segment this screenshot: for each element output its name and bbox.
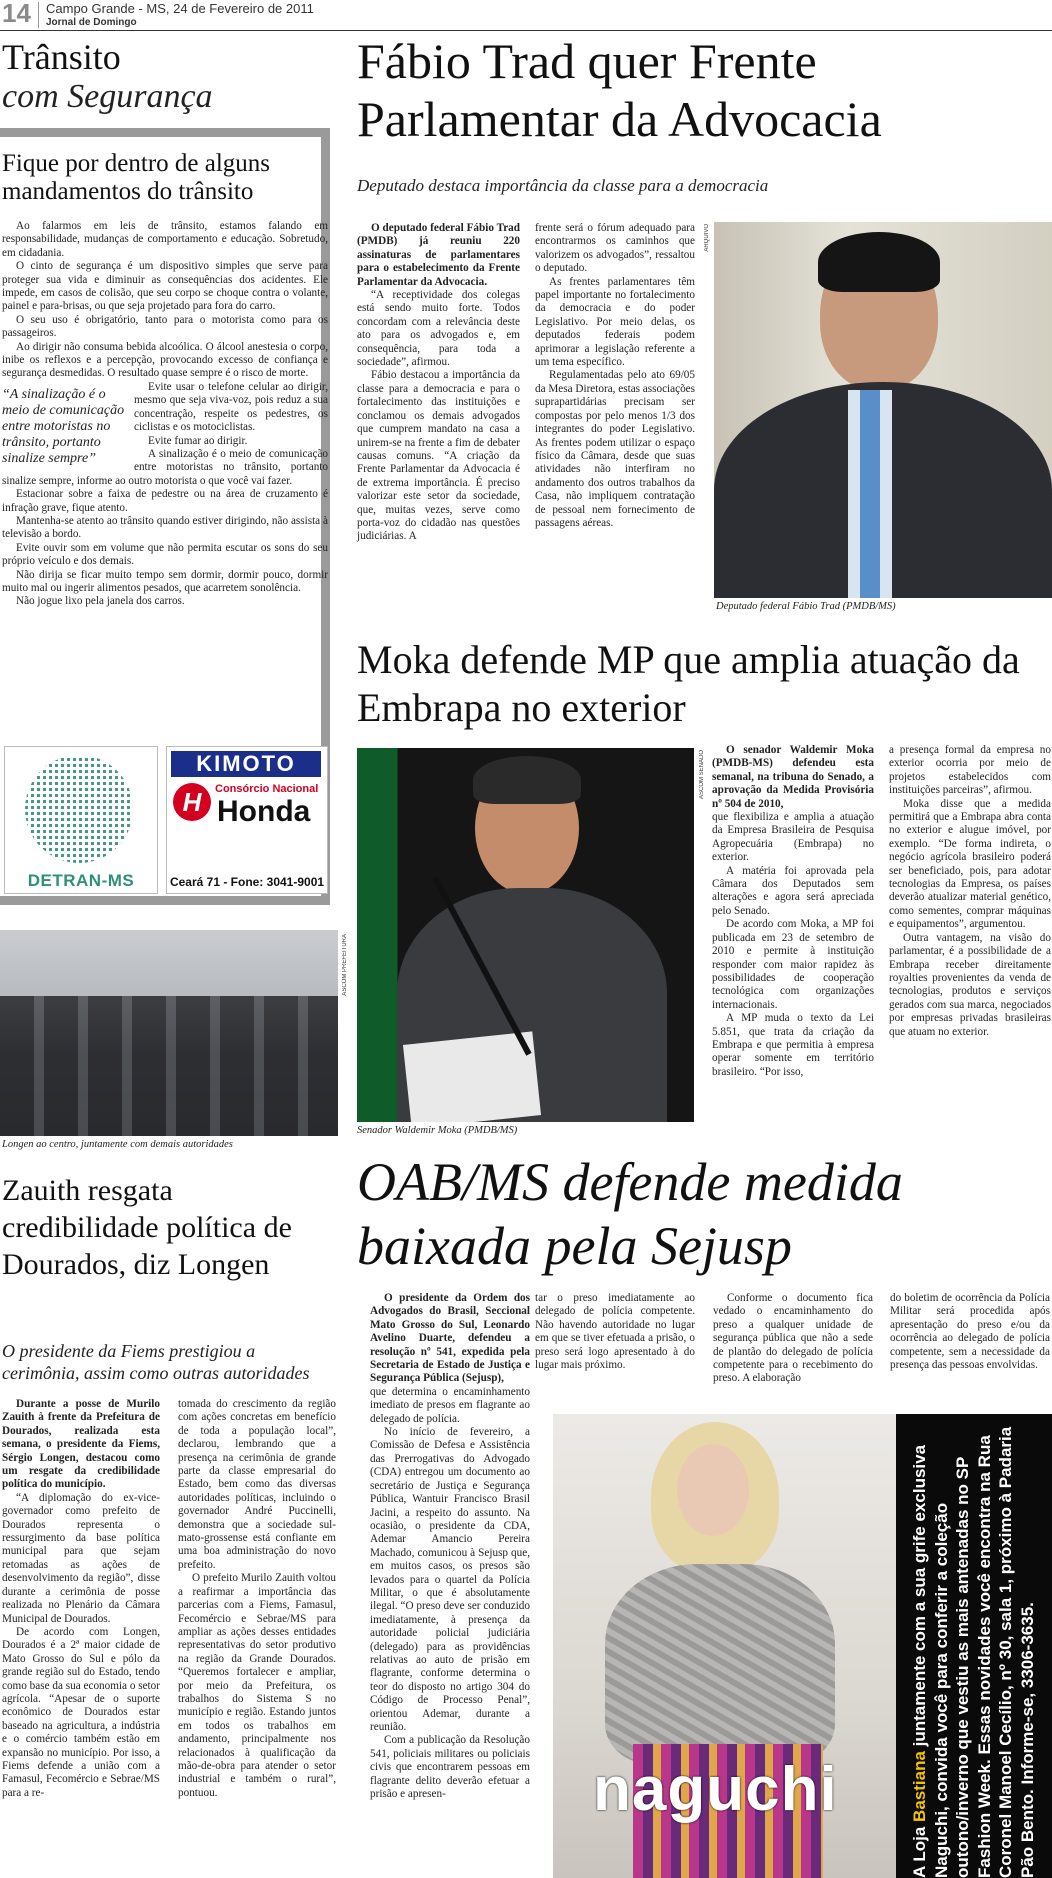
oab-paragraph: No início de fevereiro, a Comissão de Defesa e Assistência das Prerrogativas do Advogado (CDA) entregou um documento ao secretário de Justiça e Segurança Pública, Wantuir Francisco Brasil Jacini, a respeito do assunto. Na ocasião, o presidente da CDA, Ademar Amancio Pereira Machado, comunicou à Sejusp que, em muitos casos, os presos são levados para o quartel da Polícia Militar, o que é absolutamente ilegal. “O preso deve ser conduzido imediatamente, à presença da autoridade policial judiciária (delegado) para as providências relativas ao auto de prisão em flagrante, conforme determina o teor do disposto no artigo 304 do Código de Processo Penal”, orientou Ademar, durante a reunião.: [370, 1426, 530, 1733]
trad-shirt-tie: [848, 390, 892, 598]
zauith-deck: O presidente da Fiems prestigiou a cerimônia, assim como outras autoridades: [2, 1341, 310, 1383]
zauith-paragraph: “A diplomação do ex-vice-governador como prefeito de Dourados representa o ressurgimento da base política municipal para que sejam retomadas as ações de desenvolvimento da região”, disse durante a cerimônia de posse realizada no Plenário da Câmara Municipal de Dourados.: [2, 1491, 160, 1625]
moka-col-1: [712, 744, 874, 1079]
trad-paragraph: Fábio destacou a importância da classe para a democracia e para o fortalecimento das instituições e conclamou os demais advogados que cumprem mandato na casa a unirem-se na frente a fim de debater causas comuns. “A criação da Frente Parlamentar da Advocacia é de extrema importância. É preciso valorizar este setor da sociedade, que, muitas vezes, serve como porta-voz do cidadão nas questões judiciárias. A: [357, 369, 520, 543]
kimoto-address: Ceará 71 - Fone: 3041-9001: [169, 875, 325, 889]
oab-col-3: [713, 1292, 873, 1386]
model-sweater: [605, 1564, 835, 1764]
photo-people-silhouettes: [0, 996, 338, 1136]
trad-col-2: [535, 222, 695, 530]
sidebar-paragraph: Mantenha-se atento ao trânsito quando estiver dirigindo, não assista à televisão a bordo.: [2, 514, 328, 541]
zauith-paragraph: O prefeito Murilo Zauith voltou a reafirmar a importância das parcerias com a Fiems, Famasul, Fecomércio e Sebrae/MS para ampliar as ações desses entidades representativas do setor produtivo na região da Grande Dourados. “Queremos fortalecer e ampliar, por meio da Prefeitura, os trabalhos do Sistema S no município e região. Estando juntos em todos os trabalhos em andamento, principalmente nos relacionados à qualificação da mão-de-obra para atender o setor industrial e também o rural”, pontuou.: [178, 1572, 336, 1799]
section-subtitle-seguranca: com Segurança: [2, 78, 213, 115]
sidebar-paragraph: O seu uso é obrigatório, tanto para o motorista como para os passageiros.: [2, 313, 328, 340]
naguchi-ad[interactable]: [553, 1414, 1052, 1878]
moka-paragraph: A matéria foi aprovada pela Câmara dos Deputados sem alterações e agora será apreciada pelo Senado.: [712, 864, 874, 917]
sidebar-paragraph: Estacionar sobre a faixa de pedestre ou na área de cruzamento é infração grave, fique atento.: [2, 488, 328, 514]
trad-portrait-photo: [714, 222, 1052, 598]
moka-paragraph: a presença formal da empresa no exterior ocorria por meio de projetos estabelecidos com instituições parceiras”, afirmou.: [889, 744, 1051, 797]
oab-col-1: [370, 1292, 530, 1801]
kimoto-honda-name: Honda: [217, 795, 311, 828]
oab-paragraph: do boletim de ocorrência da Polícia Militar será procedida após apresentação do preso e/ou da ocorrência ao delegado de polícia competente, sem a necessidade da presença das pessoas envolvidas.: [890, 1292, 1050, 1372]
trad-headline: Fábio Trad quer Frente Parlamentar da Advocacia: [357, 33, 882, 147]
sidebar-paragraph: O cinto de segurança é um dispositivo simples que serve para proteger sua vida e diminuir as consequências dos acidentes. Ele impede, em casos de colisão, que seu corpo se choque contra o volante, painel e para-brisas, ou que seja projetado para fora do carro.: [2, 260, 328, 313]
sidebar-paragraph: Evite usar o telefone celular ao dirigir, mesmo que seja viva-voz, pois reduz a sua concentração, respeite os pedestres, os ciclistas e os motociclistas.: [134, 380, 328, 434]
sidebar-paragraph: Não dirija se ficar muito tempo sem dormir, dormir pouco, dormir muito mal ou ingerir alimentos pesados, que acarretem sonolência.: [2, 568, 328, 594]
zauith-lead: Durante a posse de Murilo Zauith à frente da Prefeitura de Dourados, realizada esta semana, o presidente da Fiems, Sérgio Longen, destacou como um resgate da credibilidade política do município.: [2, 1398, 160, 1491]
naguchi-ad-text: [909, 1418, 1039, 1878]
oab-col-2: [535, 1292, 695, 1372]
detran-globe-mask: [25, 755, 133, 863]
sidebar-paragraph: Evite fumar ao dirigir.: [148, 434, 248, 447]
trad-paragraph: frente será o fórum adequado para encontrarmos os caminhos que valorizem os advogados”, ressaltou o deputado.: [535, 222, 695, 275]
moka-paragraph: De acordo com Moka, a MP foi publicada em 23 de setembro de 2010 e permite à instituição responder com maior rapidez às possibilidades de cooperação tecnológica com organizações internacionais.: [712, 918, 874, 1011]
trad-paragraph: “A receptividade dos colegas está sendo muito forte. Todos concordam com a relevância deste ato para os advogados e, em consequência, para toda a sociedade”, afirmou.: [357, 289, 520, 369]
header-publication: Jornal de Domingo: [46, 17, 137, 28]
zauith-paragraph: De acordo com Longen, Dourados é a 2ª maior cidade de Mato Grosso do Sul e pólo da grande região sul do Estado, tendo como base da sua economia o setor agrícola. “Apesar de o suporte econômico de Dourados estar baseado na agricultura, a indústria e o comércio também estão em expansão no município. Por isso, a Fiems defende a união com a Famasul, Fecomércio e Sebrae/MS para a re-: [2, 1625, 160, 1799]
kimoto-brand: KIMOTO: [171, 751, 321, 777]
zauith-col-1: [2, 1398, 160, 1800]
sidebar-headline: Fique por dentro de alguns mandamentos do trânsito: [2, 150, 271, 205]
page-number: 14: [2, 0, 31, 28]
oab-paragraph: Com a publicação da Resolução 541, policiais militares ou policiais civis que encontrarem pessoas em flagrante delito deverão efetuar a prisão e apresen-: [370, 1734, 530, 1801]
moka-photo-credit: ASCOM SENADO: [699, 750, 705, 800]
naguchi-photo: [553, 1414, 896, 1878]
trad-paragraph: Regulamentadas pelo ato 69/05 da Mesa Diretora, estas associações suprapartidárias precisam ser compostas por pelo menos 1/3 dos integrantes do poder Legislativo. As frentes podem utilizar o espaço físico da Câmara, desde que suas atividades não interfiram no andamento dos outros trabalhos da Casa, não impliquem contratação de pessoal nem fornecimento de passagens aéreas.: [535, 369, 695, 529]
trad-deck: Deputado destaca importância da classe para a democracia: [357, 176, 769, 195]
oab-col-4: [890, 1292, 1050, 1372]
moka-col-2: [889, 744, 1051, 1039]
honda-wing-icon: H: [173, 783, 211, 821]
longen-photo-caption: Longen ao centro, juntamente com demais autoridades: [2, 1139, 233, 1150]
kimoto-sub: Consórcio Nacional: [215, 783, 319, 795]
naguchi-logo: naguchi: [593, 1755, 838, 1824]
sidebar-body: [2, 220, 328, 609]
zauith-headline: Zauith resgata credibilidade política de Dourados, diz Longen: [2, 1174, 292, 1281]
moka-hair: [473, 756, 581, 804]
kimoto-honda-ad[interactable]: [166, 746, 328, 894]
moka-lead: O senador Waldemir Moka (PMDB-MS) defendeu esta semanal, na tribuna do Senado, a aprovação da Medida Provisória nº 504 de 2010,: [712, 744, 874, 810]
trad-col-1: [357, 222, 520, 544]
trad-photo-caption: Deputado federal Fábio Trad (PMDB/MS): [716, 601, 896, 612]
sidebar-paragraph: Ao dirigir não consuma bebida alcoólica. O álcool anestesia o corpo, inibe os reflexos e a percepção, provocando excesso de confiança e segurança desmedidas. O resultado quase sempre é o risco de morte.: [2, 340, 328, 380]
naguchi-text-brand: Bastiana: [910, 1751, 929, 1822]
sidebar-paragraph: Não jogue lixo pela janela dos carros.: [16, 595, 185, 608]
moka-paragraph: Outra vantagem, na visão do parlamentar, é a possibilidade de a Embrapa receber direitamente royalties provenientes da venda de tecnologias, produtos e serviços gerados com sua marca, negociados por empresas privadas brasileiras que atuam no exterior.: [889, 931, 1051, 1038]
zauith-col-2: [178, 1398, 336, 1800]
oab-paragraph: Conforme o documento fica vedado o encaminhamento do preso a qualquer unidade de segurança pública que não a sede de plantão do delegado de polícia competente para o recebimento do preso. A elaboração: [713, 1292, 873, 1385]
oab-paragraph: tar o preso imediatamente ao delegado de polícia competente. Não havendo autoridade no lugar em que se tiver efetuada a prisão, o preso será logo apresentado à do lugar mais próximo.: [535, 1292, 695, 1372]
naguchi-text-post: juntamente com a sua grife exclusiva Naguchi, convida você para conferir a coleção outono/inverno que vestiu as mais antenadas no SP Fashion Week. Essas novidades você encontra na Rua Coronel Manoel Cecílio, nº 30, sala 1, próximo à Padaria Pão Bento. Informe-se, 3306-3635.: [910, 1426, 1037, 1878]
header-rule: [0, 30, 1052, 31]
oab-paragraph: que determina o encaminhamento imediato de presos em flagrante ao delegado de polícia.: [370, 1385, 530, 1425]
detran-label: DETRAN-MS: [27, 871, 135, 890]
sidebar-paragraph: Ao falarmos em leis de trânsito, estamos falando em responsabilidade, mudanças de comportamento e educação. Sobretudo, em cidadania.: [2, 220, 328, 259]
oab-headline: OAB/MS defende medida baixada pela Sejusp: [357, 1152, 903, 1276]
moka-paragraph: Moka disse que a medida permitirá que a Embrapa abra conta no exterior e alugue imóvel, por exemplo. “De forma indireta, o negócio agrícola brasileiro poderá ser beneficiado, pois, para adotar tecnologias da Empresa, os países deverão atualizar material genético, como sementes, comprar máquinas e equipamentos”, argumentou.: [889, 797, 1051, 931]
moka-paragraph: A MP muda o texto da Lei 5.851, que trata da criação da Embrapa e que permitia à empresa operar somente em território brasileiro. “Por isso,: [712, 1012, 874, 1078]
oab-lead: O presidente da Ordem dos Advogados do Brasil, Seccional Mato Grosso do Sul, Leonardo Avelino Duarte, defendeu a resolução nº 541, expedida pela Secretaria de Estado de Justiça e Segurança Pública (Sejusp),: [370, 1292, 530, 1385]
moka-paragraph: que flexibiliza e amplia a atuação da Empresa Brasileira de Pesquisa Agropecuária (Embrapa) no exterior.: [712, 811, 874, 864]
trad-lead: O deputado federal Fábio Trad (PMDB) já reuniu 220 assinaturas de parlamentares para o estabelecimento da Frente Parlamentar da Advocacia.: [357, 222, 520, 288]
longen-group-photo: [0, 930, 338, 1136]
longen-photo-credit: ASCOM PREFEITURA: [342, 934, 348, 996]
moka-senate-photo: [357, 748, 694, 1122]
moka-headline: Moka defende MP que amplia atuação da Embrapa no exterior: [357, 637, 1020, 730]
zauith-paragraph: tomada do crescimento da região com ações concretas em benefício de toda a população local”, declarou, lembrando que a presença na cerimônia de grande parte da classe empresarial do Estado, bem como das diversas autoridades políticas, incluindo o governador André Puccinelli, demonstra que a sociedade sul-mato-grossense está confiante em uma boa administração do novo prefeito.: [178, 1398, 336, 1571]
trad-photo-credit: ARQUIVO: [704, 224, 710, 252]
naguchi-text-pre: A Loja: [910, 1821, 929, 1878]
trad-hair: [818, 232, 940, 292]
sidebar-pullquote: “A sinalização é o meio de comunicação entre motoristas no trânsito, portanto sinalize sempre”: [2, 386, 125, 466]
section-title-transito: Trânsito: [2, 37, 121, 77]
sidebar-paragraph: Evite ouvir som em volume que não permita escutar os sons do seu próprio veículo e dos demais.: [2, 541, 328, 568]
sidebar-paragraph: A sinalização é o meio de comunicação entre motoristas no trânsito, portanto sinalize sempre, informe ao outro motorista o que você vai fazer.: [2, 447, 328, 487]
header-place-date: Campo Grande - MS, 24 de Fevereiro de 2011: [46, 1, 314, 16]
model-face: [677, 1444, 749, 1536]
moka-photo-caption: Senador Waldemir Moka (PMDB/MS): [357, 1125, 518, 1136]
trad-paragraph: As frentes parlamentares têm papel importante no fortalecimento da democracia e do poder Legislativo. Por meio delas, os deputados federais podem aprimorar a legislação referente a um tema específico.: [535, 275, 695, 369]
detran-ad[interactable]: [4, 746, 158, 894]
header-divider: [38, 2, 39, 28]
